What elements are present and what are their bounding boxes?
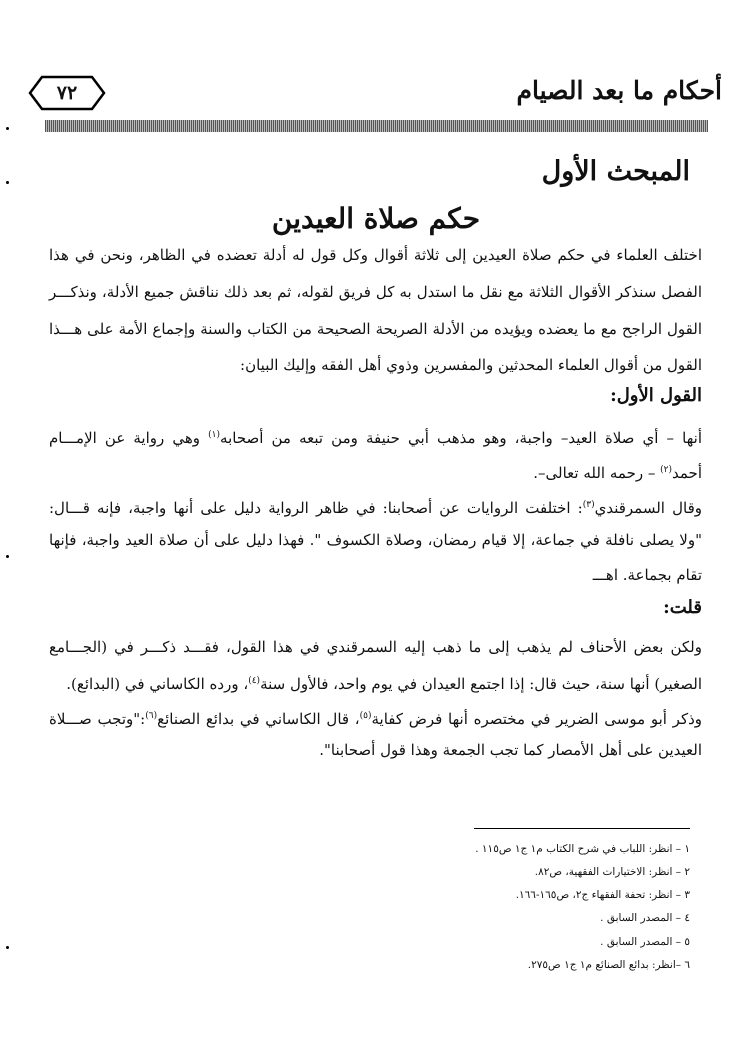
footnote: ٣ – انظر: تحفة الفقهاء ج٢، ص١٦٥-١٦٦. (515, 889, 690, 901)
chapter-title: حكم صلاة العيدين (271, 202, 481, 235)
intro-line: اختلف العلماء في حكم صلاة العيدين إلى ثلاثة أقوال وكل قول له أدلة تعضده في الظاهر، ونحن في هذا (49, 246, 702, 264)
intro-line: القول من أقوال العلماء المحدثين والمفسرين وذوي أهل الفقه وإليك البيان: (240, 356, 702, 374)
page-header (28, 72, 722, 122)
qultu-line: وذكر أبو موسى الضرير في مختصره أنها فرض كفاية$^{(٥)}$، قال الكاساني في بدائع الصنائع$^{(٦)}$:"وتجب صـــلاة (49, 710, 703, 728)
footnote: ٢ – انظر: الاختيارات الفقهية، ص٨٢. (534, 866, 690, 878)
qultu-line: ولكن بعض الأحناف لم يذهب إلى ما ذهب إليه السمرقندي في هذا القول، فقـــد ذكـــر في (الجـــامع (49, 638, 702, 656)
opinion-line: أنها – أي صلاة العيد– واجبة، وهو مذهب أبي حنيفة ومن تبعه من أصحابه$^{(١)}$ وهي رواية عن الإمـــام (49, 429, 702, 447)
qultu-line: الصغير) أنها سنة، حيث قال: إذا اجتمع العيدان في يوم واحد، فالأول سنة$^{(٤)}$، ورده الكاساني في (البدائع). (66, 675, 702, 693)
page-number: ٧٢ (56, 82, 78, 104)
opinion-line: وقال السمرقندي$^{(٣)}$: اختلفت الروايات عن أصحابنا: في ظاهر الرواية دليل على أنها واجبة، فإنه قـــال: (49, 499, 703, 517)
opinion-line: "ولا يصلى نافلة في جماعة، إلا قيام رمضان، وصلاة الكسوف ". فهذا دليل على أن صلاة العيد واجبة، فإنها (49, 531, 702, 549)
first-opinion-heading: القول الأول: (610, 385, 702, 406)
opinion-line: أحمد$^{(٢)}$ – رحمه الله تعالى–. (533, 464, 702, 482)
intro-line: القول الراجح مع ما يعضده ويؤيده من الأدلة الصريحة الصحيحة من الكتاب والسنة وإجماع الأمة على هـــذا (49, 320, 702, 338)
running-title: أحكام ما بعد الصيام (516, 76, 722, 105)
header-rule (45, 120, 708, 132)
page-number-badge (28, 75, 106, 111)
opinion-line: تقام بجماعة. اهـــ (592, 566, 702, 584)
footnote-separator (474, 828, 690, 829)
qultu-line: العيدين على أهل الأمصار كما تجب الجمعة وهذا قول أصحابنا". (319, 741, 702, 759)
footnote: ١ – انظر: اللباب في شرح الكتاب م١ ج١ ص١١٥ . (475, 843, 690, 855)
scan-mark (6, 181, 9, 184)
scan-mark (6, 555, 9, 558)
section-title: المبحث الأول (541, 156, 690, 187)
footnote: ٦ –انظر: بدائع الصنائع م١ ج١ ص٢٧٥. (527, 959, 690, 971)
intro-line: الفصل سنذكر الأقوال الثلاثة مع نقل ما استدل به كل فريق لقوله، ثم بعد ذلك نناقش جميع الأدلة، ونذكـــر (49, 283, 702, 301)
scan-mark (6, 127, 9, 130)
scan-mark (6, 946, 9, 949)
qultu-heading: قلت: (663, 597, 702, 618)
footnote: ٥ – المصدر السابق . (600, 936, 690, 948)
footnote: ٤ – المصدر السابق . (600, 912, 690, 924)
